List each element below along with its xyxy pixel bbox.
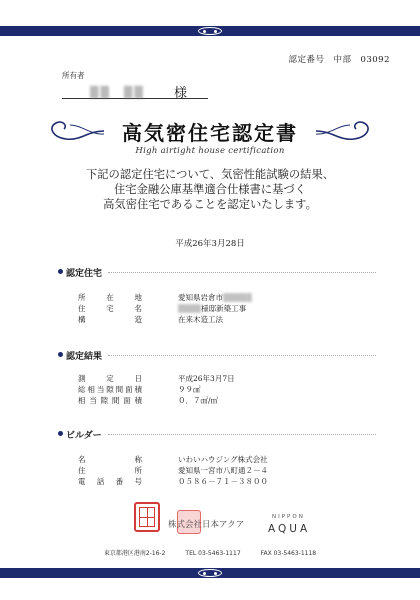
intro-line: 下記の認定住宅について、気密性能試験の結果、 — [85, 168, 335, 181]
results-details — [78, 373, 378, 406]
bottom-decorative-band — [0, 568, 420, 578]
detail-row — [78, 373, 378, 384]
detail-row — [78, 454, 378, 465]
detail-row — [78, 314, 378, 325]
issuer-company: 株式会社日本アクア — [168, 520, 245, 530]
detail-key: 電話番号 — [78, 477, 142, 486]
official-seal — [134, 502, 160, 532]
detail-value: ０５８６－７１－３８００ — [178, 477, 268, 486]
detail-value: 愛知県一宮市八町通２－４ — [178, 466, 268, 475]
issuer-brand-logo: AQUA — [268, 523, 311, 535]
section-bullet-icon — [58, 269, 63, 274]
issuer-brand-small: NIPPON — [272, 514, 305, 520]
issuer-contact — [0, 548, 420, 557]
detail-row — [78, 465, 378, 476]
intro-text — [0, 167, 420, 212]
detail-value: 在来木造工法 — [178, 315, 223, 324]
detail-row — [78, 303, 378, 314]
detail-value: ０．７㎠/㎡ — [178, 396, 219, 405]
detail-key: 住所 — [78, 466, 142, 475]
issuer-address: 東京都港区港南2-16-2 — [103, 550, 166, 557]
detail-key: 測定日 — [78, 374, 142, 383]
detail-key: 構造 — [78, 315, 142, 324]
builder-details — [78, 454, 378, 487]
top-decorative-band — [0, 26, 420, 36]
section-heading-results — [58, 349, 376, 361]
detail-value: ９９㎠ — [178, 385, 201, 394]
detail-row — [78, 292, 378, 303]
issuer-tel: TEL 03-5463-1117 — [185, 550, 241, 557]
owner-name-line — [62, 84, 208, 99]
detail-value: ▒▒▒▒様邸新築工事 — [178, 304, 247, 313]
section-heading-label: 認定住宅 — [66, 269, 103, 279]
section-bullet-icon — [58, 352, 63, 357]
section-heading-label: 認定結果 — [66, 352, 103, 362]
certificate-number: 認定番号 中部 03092 — [288, 55, 390, 65]
certificate-subtitle: High airtight house certification — [135, 146, 285, 156]
section-divider — [108, 434, 376, 435]
intro-line: 住宅金融公庫基準適合仕様書に基づく — [113, 183, 307, 196]
intro-line: 高気密住宅であることを認定いたします。 — [103, 198, 317, 211]
certificate-date: 平成26年3月28日 — [175, 239, 245, 249]
detail-key: 住宅名 — [78, 304, 142, 313]
band-emblem-icon — [198, 27, 222, 35]
section-heading-builder — [58, 428, 376, 440]
owner-honorific: 様 — [174, 86, 188, 101]
owner-label: 所有者 — [62, 71, 85, 80]
section-divider — [108, 355, 376, 356]
section-bullet-icon — [58, 431, 63, 436]
section-heading-label: ビルダー — [66, 431, 102, 441]
owner-name: ▒▒ ▒▒ — [90, 86, 145, 99]
detail-row — [78, 395, 378, 406]
detail-row — [78, 384, 378, 395]
detail-key: 相当隙間面積 — [78, 396, 142, 405]
section-divider — [108, 272, 376, 273]
detail-key: 名称 — [78, 455, 142, 464]
certificate-title: 高気密住宅認定書 — [122, 121, 298, 145]
detail-value: いわいハウジング株式会社 — [178, 455, 268, 464]
detail-key: 総相当隙間面積 — [78, 385, 142, 394]
detail-row — [78, 476, 378, 487]
section-heading-certified-house — [58, 266, 376, 278]
certified-house-details — [78, 292, 378, 325]
issuer-fax: FAX 03-5463-1118 — [260, 550, 317, 557]
band-emblem-icon — [198, 569, 222, 577]
detail-value: 愛知県岩倉市▒▒▒▒▒ — [178, 293, 252, 302]
detail-key: 所在地 — [78, 293, 142, 302]
detail-value: 平成26年3月7日 — [178, 374, 235, 383]
